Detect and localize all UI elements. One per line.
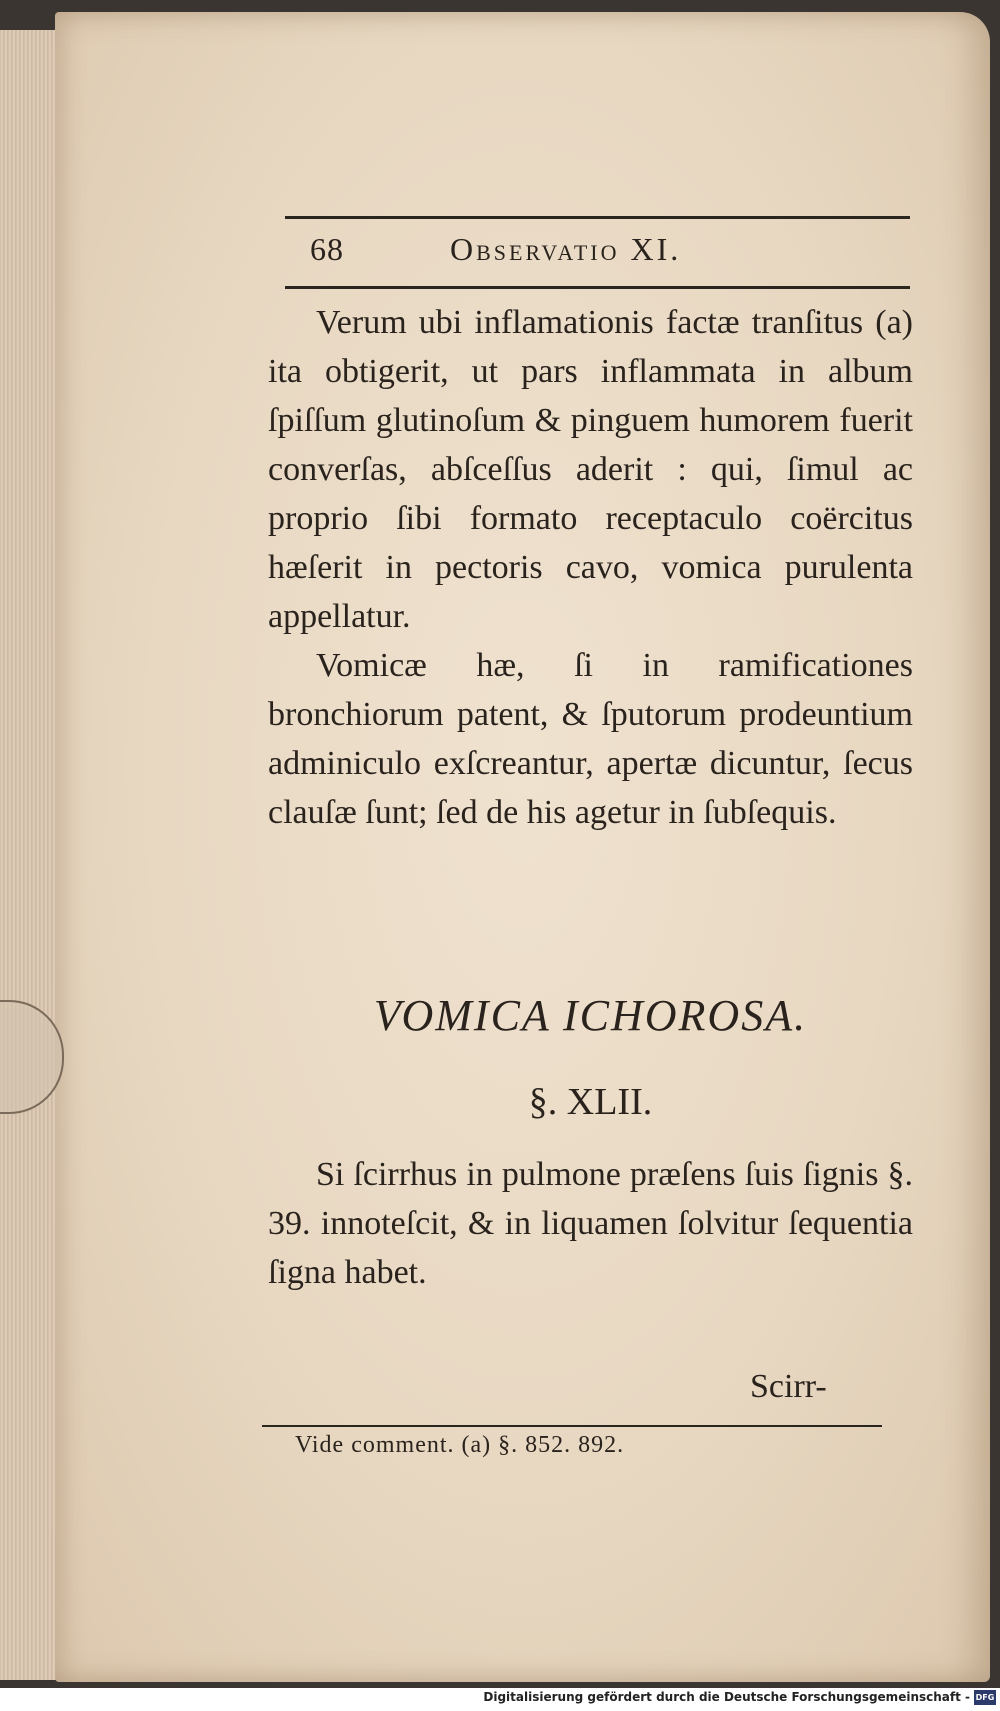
section-paragraph: Si ſcirrhus in pulmone præſens ſuis ſignis §. 39. innoteſcit, & in liquamen ſolvitur ſequentia ſigna habet. [268,1156,913,1291]
running-head [305,225,925,285]
digitization-footer [0,1688,1000,1711]
funding-credit: Digitalisierung gefördert durch die Deutsche Forschungsgemeinschaft - [483,1690,970,1704]
paragraph-2: Vomicæ hæ, ſi in ramificationes bronchiorum patent, & ſputorum prodeuntium adminiculo exſcreantur, apertæ dicuntur, ſecus clauſæ ſunt; ſed de his agetur in ſubſequis. [268,647,913,831]
catchword: Scirr- [750,1368,827,1405]
running-title: Observatio XI. [450,231,682,267]
page-number: 68 [310,231,344,267]
header-rule-top [285,216,910,219]
section-text [268,1150,913,1297]
main-text [268,298,913,837]
footnote: Vide comment. (a) §. 852. 892. [295,1432,625,1458]
section-number: §. XLII. [528,1081,653,1123]
footnote-rule [262,1425,882,1427]
section-title: VOMICA ICHOROSA. [373,991,808,1040]
header-rule-bottom [285,286,910,289]
paragraph-1: Verum ubi inflamationis factæ tranſitus (a) ita obtigerit, ut pars inflammata in album ſpiſſum glutinoſum & pinguem humorem fuerit converſas, abſceſſus aderit : qui, ſimul ac proprio ſibi formato receptaculo coërcitus hæſerit in pectoris cavo, vomica purulenta appellatur. [268,304,913,635]
dfg-logo: DFG [974,1690,996,1705]
